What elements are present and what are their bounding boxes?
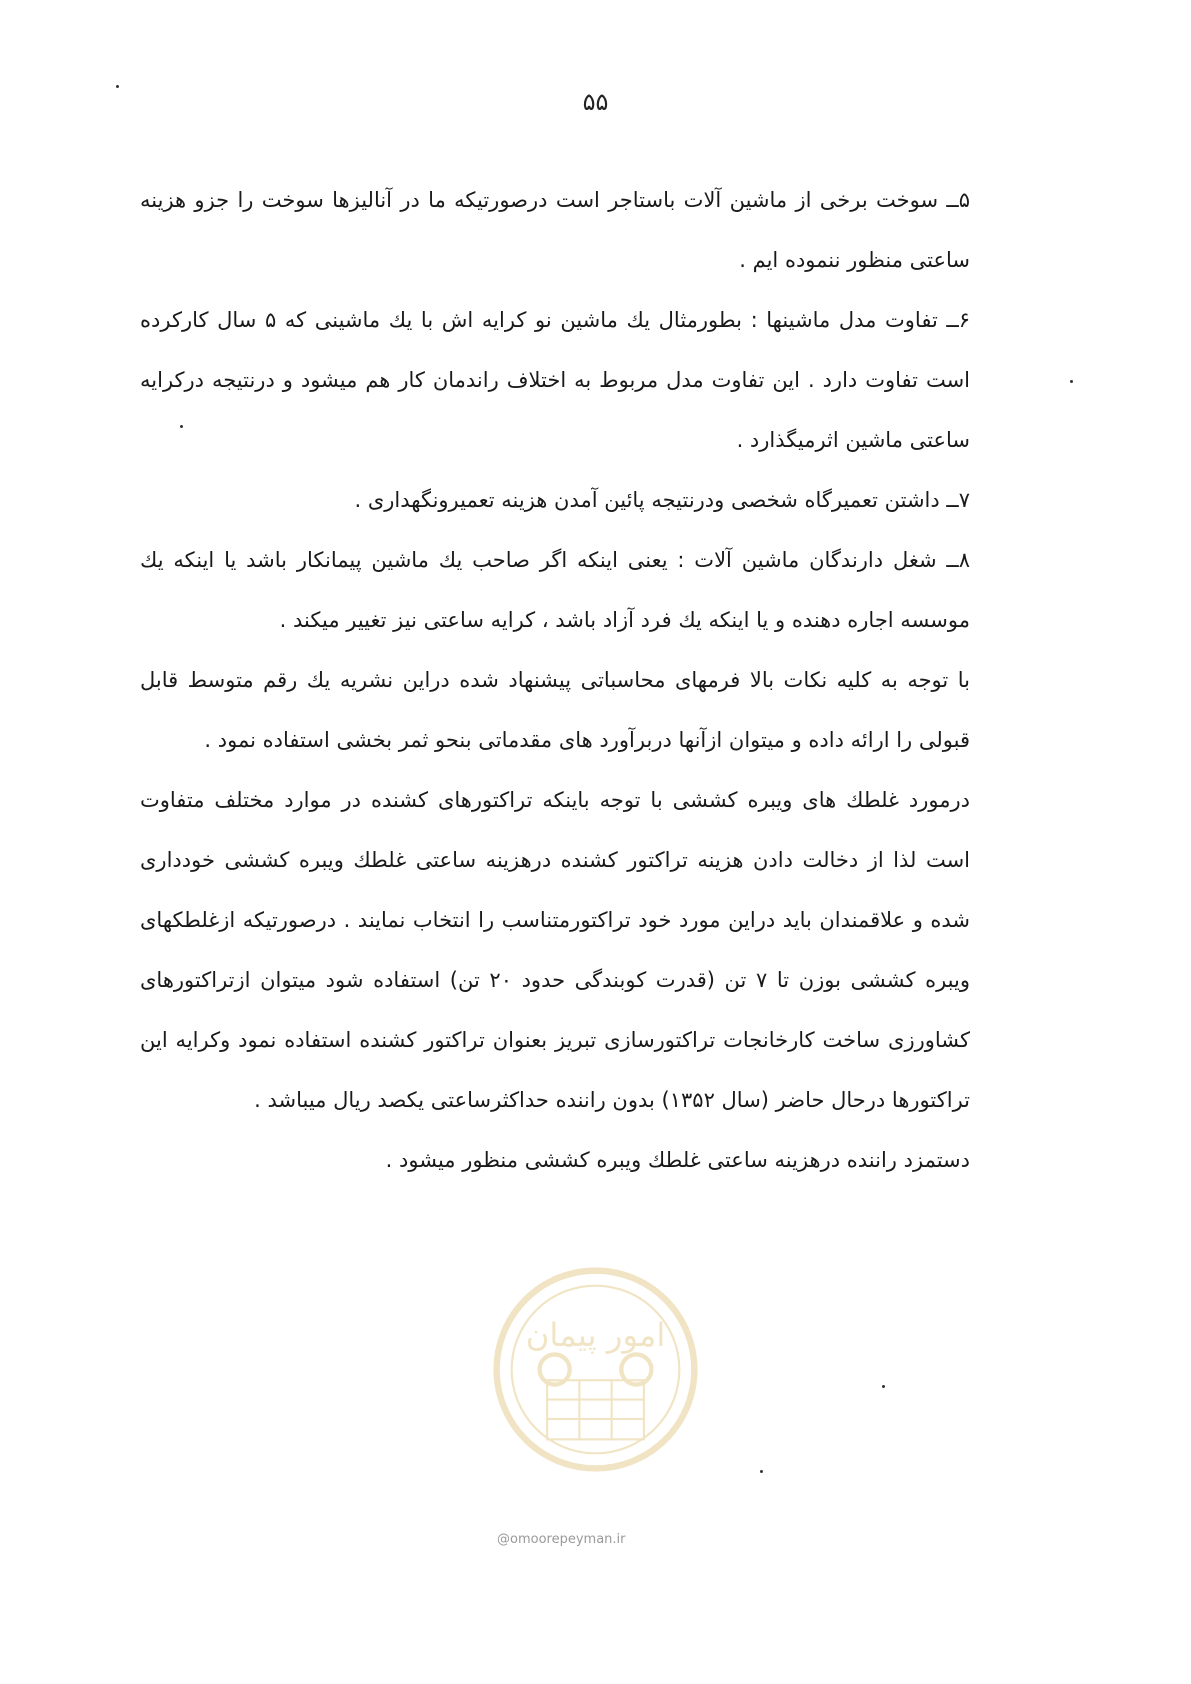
watermark-logo-text: امور پیمان bbox=[525, 1315, 666, 1354]
list-item-7: ۷ــ داشتن تعمیرگاه شخصی ودرنتیجه پائین آمدن هزینه تعمیرونگهداری . bbox=[354, 488, 970, 512]
scan-speck bbox=[116, 85, 119, 88]
watermark-url: @omoorepeyman.ir bbox=[497, 1532, 626, 1547]
list-item-8: ۸ــ شغل دارندگان ماشین آلات : یعنی اینکه اگر صاحب یك ماشین پیمانکار باشد یا اینکه یك موسسه اجاره دهنده و یا اینکه یك فرد آزاد باشد ، کرایه ساعتی نیز تغییر میکند . bbox=[140, 548, 970, 632]
list-item-6: ۶ــ تفاوت مدل ماشینها : بطورمثال یك ماشین نو کرایه اش با یك ماشینی که ۵ سال کارکرده است تفاوت دارد . این تفاوت مدل مربوط به اختلاف راندمان کار هم میشود و درنتیجه درکرایه ساعتی ماشین اثرمیگذارد . bbox=[140, 308, 971, 452]
scan-speck bbox=[760, 1470, 763, 1473]
list-item-5: ۵ــ سوخت برخی از ماشین آلات باستاجر است درصورتیکه ما در آنالیزها سوخت را جزو هزینه ساعتی منظور ننموده ایم . bbox=[140, 188, 970, 272]
summary-paragraph: با توجه به کلیه نکات بالا فرمهای محاسباتی پیشنهاد شده دراین نشریه یك رقم متوسط قابل قبولی را ارائه داده و میتوان ازآنها دربرآورد های مقدماتی بنحو ثمر بخشی استفاده نمود . bbox=[140, 668, 970, 752]
scan-speck bbox=[882, 1385, 885, 1388]
driver-wage-paragraph: دستمزد راننده درهزینه ساعتی غلطك ویبره کششی منظور میشود . bbox=[385, 1148, 970, 1172]
scan-speck bbox=[180, 425, 183, 428]
scan-speck bbox=[1070, 380, 1073, 383]
page-number: ۵۵ bbox=[582, 88, 609, 116]
vibratory-roller-paragraph: درمورد غلطك های ویبره کششی با توجه باینکه تراکتورهای کشنده در موارد مختلف متفاوت است لذا از دخالت دادن هزینه تراکتور کشنده درهزینه ساعتی غلطك ویبره کششی خودداری شده و علاقمندان باید دراین مورد خود تراکتورمتناسب را انتخاب نمایند . درصورتیکه ازغلطکهای ویبره کششی بوزن تا ۷ تن (قدرت کوبندگی حدود ۲۰ تن) استفاده شود میتوان ازتراکتورهای کشاورزی ساخت کارخانجات تراکتورسازی تبریز بعنوان تراکتور کشنده استفاده نمود وکرایه این تراکتورها درحال حاضر (سال ۱۳۵۲) بدون راننده حداکثرساعتی یکصد ریال میباشد . bbox=[140, 788, 971, 1112]
watermark-logo bbox=[488, 1262, 703, 1477]
body-text bbox=[140, 170, 970, 1190]
